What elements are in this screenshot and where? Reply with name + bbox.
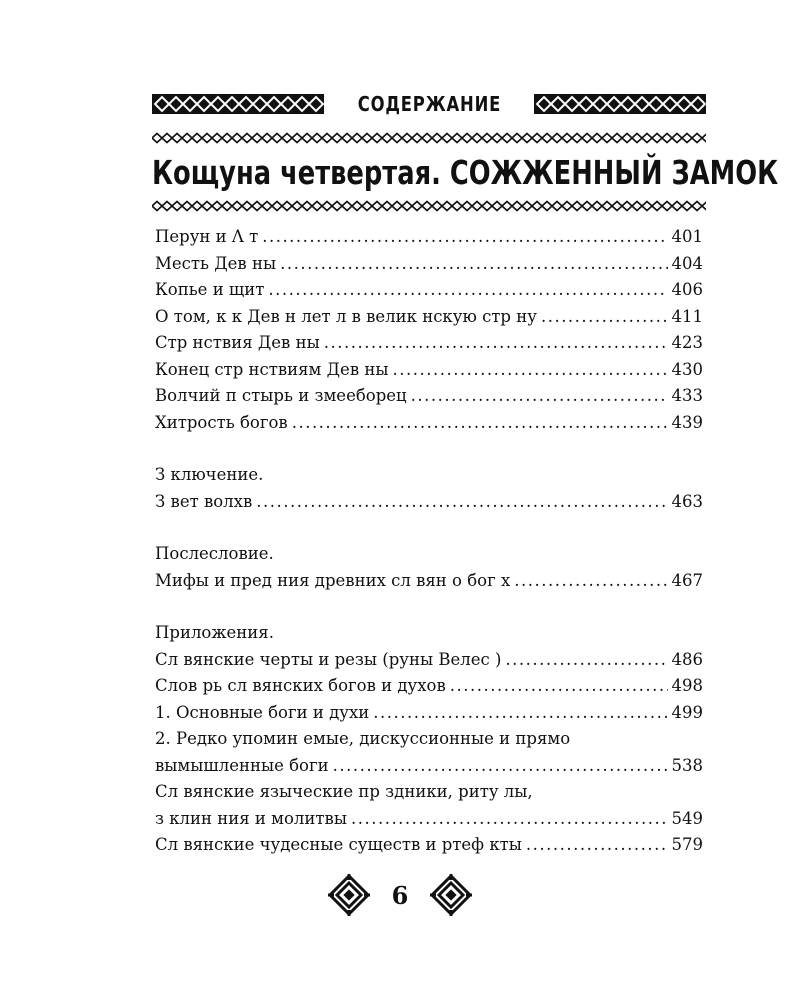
toc-entry[interactable] [155,383,703,410]
spacer [155,594,703,620]
leader-dots [411,383,668,410]
toc-entry-title: вымышленные боги [155,755,329,775]
toc-entry-page: 406 [671,280,703,299]
spacer [155,436,703,462]
slavic-ornament-left-icon [328,874,370,916]
toc-group-heading [155,541,703,568]
toc-entry-page: 549 [671,808,703,828]
divider-top [152,132,706,144]
leader-dots [392,357,667,384]
toc-entry-page: 467 [671,570,703,590]
toc-entry-page: 486 [671,649,703,669]
toc-entry-title: Слов рь сл вянских богов и духов [155,676,446,695]
toc-entry-title: Сл вянские черты и резы (руны Велес ) [155,649,502,669]
toc-entry-title: Месть Дев ны [155,253,277,273]
appendix-heading: Приложения. [155,623,274,642]
toc-entry-title: Перун и Λ т [155,227,259,246]
toc-entry-page: 463 [671,491,703,511]
section-title: Кощуна четвертая. СОЖЖЕННЫЙ ЗАМОК [152,153,779,192]
toc-entry[interactable] [155,357,703,384]
toc-entry-title: з клин ния и молитвы [155,808,347,828]
toc-entry-title: Стр нствия Дев ны [155,333,320,352]
toc-entry-title: Конец стр нствиям Дев ны [155,359,389,379]
table-of-contents [155,224,703,859]
ornament-band-left [152,94,324,114]
toc-entry-title-line1: Сл вянские языческие пр здники, риту лы, [155,782,533,801]
toc-entry-page: 579 [671,835,703,854]
leader-dots [268,277,667,304]
leader-dots [373,700,667,727]
toc-entry[interactable] [155,568,703,595]
toc-entry-title: О том, к к Дев н лет л в велик нскую стр ну [155,306,537,326]
toc-entry-page: 411 [671,306,703,326]
toc-entry[interactable] [155,304,703,331]
toc-entry-title: Хитрость богов [155,412,288,432]
toc-entry-title: Сл вянские чудесные существ и ртеф кты [155,835,522,854]
leader-dots [526,832,668,859]
toc-entry[interactable] [155,647,703,674]
leader-dots [450,673,668,700]
leader-dots [262,224,667,251]
toc-entry[interactable] [155,330,703,357]
leader-dots [324,330,668,357]
toc-entry-page: 404 [671,253,703,273]
afterword-heading: Послесловие. [155,544,274,563]
toc-entry[interactable] [155,277,703,304]
header-title: СОДЕРЖАНИЕ [357,92,501,116]
page-number: 6 [391,880,409,910]
toc-group-heading [155,620,703,647]
slavic-ornament-right-icon [430,874,472,916]
toc-entry-page: 498 [671,676,703,695]
toc-entry-first-line[interactable] [155,726,703,753]
leader-dots [505,647,667,674]
leader-dots [256,489,667,516]
leader-dots [333,753,668,780]
leader-dots [351,806,668,833]
toc-entry-page: 433 [671,386,703,405]
toc-entry[interactable] [155,251,703,278]
toc-entry-page: 423 [671,333,703,352]
toc-entry-page: 439 [671,412,703,432]
toc-entry-page: 538 [671,755,703,775]
leader-dots [292,410,668,437]
ornament-band-right [534,94,706,114]
toc-entry-title: З вет волхв [155,491,253,511]
toc-entry-page: 401 [671,227,703,246]
divider-bottom [152,200,706,212]
conclusion-heading: З ключение. [155,465,264,484]
leader-dots [541,304,668,331]
toc-entry-title: Копье и щит [155,280,265,299]
toc-entry-page: 430 [671,359,703,379]
leader-dots [514,568,667,595]
page-header [152,86,706,122]
leader-dots [280,251,667,278]
toc-entry[interactable] [155,489,703,516]
toc-entry-title: 1. Основные боги и духи [155,702,370,722]
spacer [155,515,703,541]
page-footer [0,872,800,918]
toc-entry-title: Волчий п стырь и змееборец [155,386,407,405]
toc-entry-page: 499 [671,702,703,722]
toc-entry[interactable] [155,806,703,833]
toc-group-heading [155,462,703,489]
toc-entry[interactable] [155,224,703,251]
toc-entry-title: Мифы и пред ния древних сл вян о бог х [155,570,511,590]
toc-entry-title-line1: 2. Редко упомин емые, дискуссионные и прямо [155,729,571,748]
toc-entry[interactable] [155,832,703,859]
toc-entry-first-line[interactable] [155,779,703,806]
toc-entry[interactable] [155,673,703,700]
toc-entry[interactable] [155,700,703,727]
toc-entry[interactable] [155,410,703,437]
toc-entry[interactable] [155,753,703,780]
